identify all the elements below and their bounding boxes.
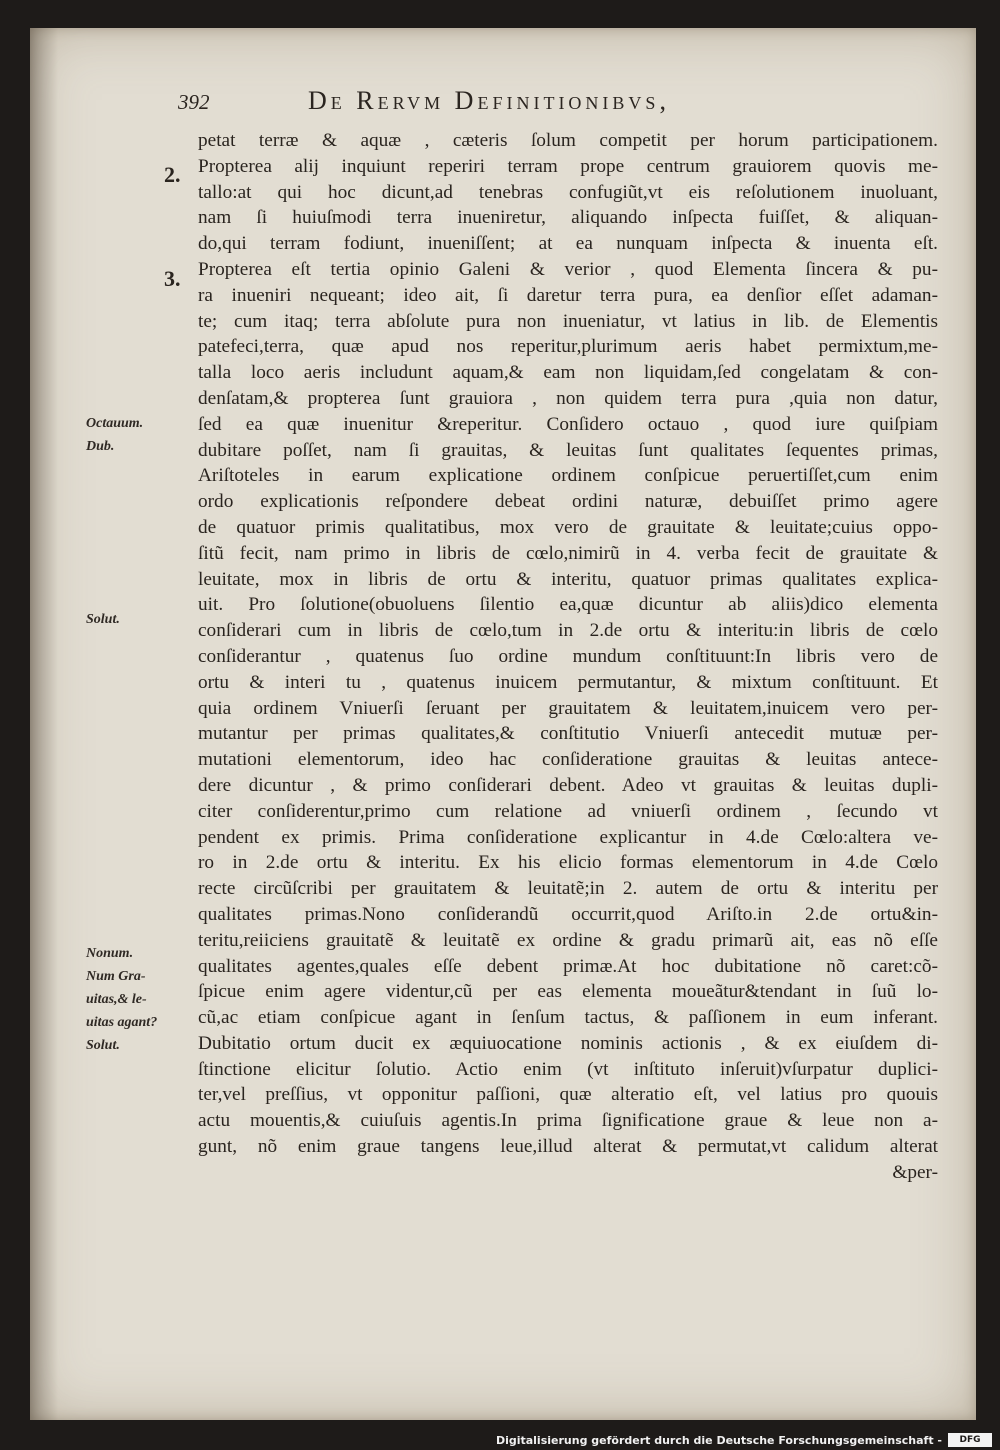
text-line: conſiderari cum in libris de cœlo,tum in 2.de ortu & interitu:in libris de cœlo (198, 620, 938, 642)
text-line: petat terræ & aquæ , cæteris ſolum competit per horum participationem. (198, 130, 938, 151)
margin-note-line: Solut. (86, 612, 120, 627)
text-line: te; cum itaq; terra abſolute pura non inueniatur, vt latius in lib. de Elementis (198, 310, 938, 332)
text-line: teritu,reiiciens grauitatẽ & leuitatẽ ex ordine & gradu primarũ ait, eas nõ eſſe (198, 929, 938, 951)
text-line: mutationi elementorum, ideo hac conſideratione grauitas & leuitas antece- (198, 749, 938, 771)
margin-note (86, 942, 196, 1057)
text-line: Ariſtoteles in earum explicatione ordinem conſpicue peruertiſſet,cum enim (198, 465, 938, 487)
margin-note-line: Octauum. (86, 416, 144, 431)
text-line: pendent ex primis. Prima conſideratione explicantur in 4.de Cœlo:altera ve- (198, 826, 938, 848)
text-line: dubitare poſſet, nam ſi grauitas, & leuitas ſunt qualitates ſequentes primas, (198, 439, 938, 461)
page-gutter-shadow (30, 28, 58, 1420)
margin-note (86, 412, 196, 458)
margin-note-line: Solut. (86, 1038, 120, 1053)
text-line: ordo explicationis reſpondere debeat ordini naturæ, debuiſſet primo agere (198, 491, 938, 513)
text-line: patefeci,terra, quæ apud nos reperitur,plurimum aeris habet permixtum,me- (198, 336, 938, 358)
text-line: gunt, nõ enim graue tangens leue,illud alterat & permutat,vt calidum alterat (198, 1136, 938, 1158)
text-line: ro in 2.de ortu & interitu. Ex his elicio formas elementorum in 4.de Cœlo (198, 852, 938, 874)
text-line: dere dicuntur , & primo conſiderari debent. Adeo vt grauitas & leuitas dupli- (198, 774, 938, 796)
running-title: De Rervm Definitionibvs, (308, 86, 670, 115)
text-line: ſpicue enim agere videntur,cũ per eas elementa moueãtur&tendant in ſuũ lo- (198, 981, 938, 1003)
section-number: 2. (164, 162, 181, 187)
text-line: ſtinctione elicitur ſolutio. Actio enim (vt inſtituto inſeruit)vſurpatur duplici- (198, 1058, 938, 1080)
margin-note-line: Num Gra- (86, 969, 146, 984)
text-line: ra inueniri nequeant; ideo ait, ſi daretur terra pura, ea denſior eſſet adaman- (198, 284, 938, 306)
margin-note-line: Dub. (86, 439, 115, 454)
text-line: mutantur per primas qualitates,& conſtitutio Vniuerſi antecedit mutuæ per- (198, 723, 938, 745)
text-line: nam ſi huiuſmodi terra inueniretur, aliquando inſpecta fuiſſet, & aliquan- (198, 207, 938, 229)
digitization-credit: Digitalisierung gefördert durch die Deutsche Forschungsgemeinschaft - (495, 1434, 942, 1447)
text-line: qualitates primas.Nono conſiderandũ occurrit,quod Ariſto.in 2.de ortu&in- (198, 903, 938, 925)
text-line: Propterea alij inquiunt reperiri terram prope centrum grauiorem quovis me- (198, 155, 938, 177)
folio-number: 392 (178, 90, 210, 114)
text-line: talla loco aeris includunt aquam,& eam non liquidam,ſed congelatam & con- (198, 362, 938, 384)
margin-note (86, 608, 196, 631)
dfg-logo: DFG (948, 1433, 992, 1447)
text-line: Propterea eſt tertia opinio Galeni & verior , quod Elementa ſincera & pu- (198, 258, 938, 280)
text-line: do,qui terram fodiunt, inueniſſent; at ea nunquam inſpecta & inuenta eſt. (198, 233, 938, 255)
text-line: citer conſiderentur,primo cum relatione ad vniuerſi ordinem , ſecundo vt (198, 800, 938, 822)
text-line: leuitate, mox in libris de ortu & interitu, quatuor primas qualitates explica- (198, 568, 938, 590)
text-line: Dubitatio ortum ducit ex æquiuocatione nominis actionis , & ex eiuſdem di- (198, 1032, 938, 1054)
text-line: actu mouentis,& cuiuſuis agentis.In prima ſignificatione graue & leue non a- (198, 1110, 938, 1132)
margin-note-line: uitas agant? (86, 1015, 158, 1030)
section-number: 3. (164, 266, 181, 291)
body-text (198, 128, 938, 1186)
text-line: ortu & interi tu , quatenus inuicem permutantur, & mixtum conſtituunt. Et (198, 671, 938, 693)
catchword: &per- (892, 1161, 938, 1183)
text-line: tallo:at qui hoc dicunt,ad tenebras confugiũt,vt eis reſolutionem inuoluant, (198, 181, 938, 203)
text-line: recte circũſcribi per grauitatem & leuitatẽ;in 2. autem de ortu & interitu per (198, 878, 938, 900)
text-line: qualitates agentes,quales eſſe debent primæ.At hoc dubitatione nõ caret:cõ- (198, 955, 938, 977)
text-line: quia ordinem Vniuerſi ſeruant per grauitatem & leuitatem,inuicem vero per- (198, 697, 938, 719)
page-header (178, 86, 938, 120)
text-line: de quatuor primis qualitatibus, mox vero de grauitate & leuitate;cuius oppo- (198, 516, 938, 538)
text-line: ſed ea quæ inuenitur &reperitur. Conſidero octauo , quod iure quiſpiam (198, 413, 938, 435)
text-line: ter,vel preſſius, vt opponitur paſſioni, quæ alteratio eſt, vel latius pro quouis (198, 1084, 938, 1106)
margin-note-line: uitas,& le- (86, 992, 147, 1007)
text-line: uit. Pro ſolutione(obuoluens ſilentio ea,quæ dicuntur ab aliis)dico elementa (198, 594, 938, 616)
text-line: denſatam,& propterea ſunt grauiora , non quidem terra pura ,quia non datur, (198, 387, 938, 409)
text-line: ſitũ fecit, nam primo in libris de cœlo,nimirũ in 4. verba fecit de grauitate & (198, 542, 938, 564)
margin-note-line: Nonum. (86, 946, 134, 961)
text-line: conſiderantur , quatenus ſuo ordine mundum conſtituunt:In libris vero de (198, 645, 938, 667)
text-line: cũ,ac etiam conſpicue agant in ſenſum tactus, & paſſionem in eum inferant. (198, 1007, 938, 1029)
